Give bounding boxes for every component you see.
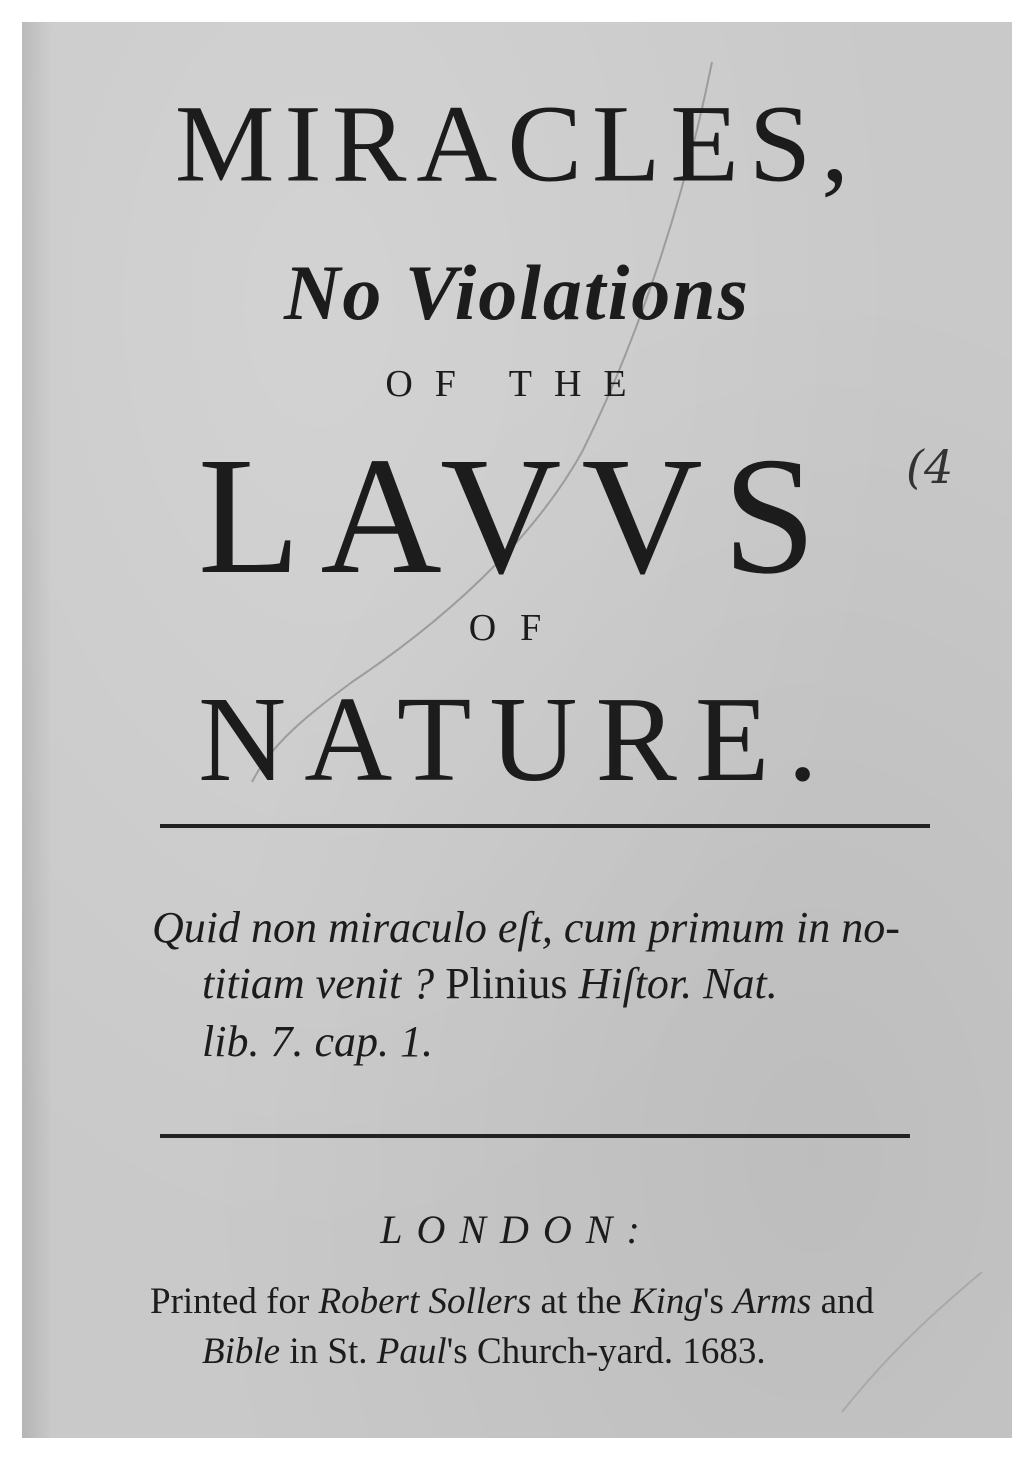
imprint-sign: Arms [733, 1281, 812, 1322]
epigraph-line-1: Quid non miraculo eſt, cum primum in no- [152, 903, 900, 952]
imprint-printer: Robert Sollers [318, 1281, 532, 1322]
imprint-text: in St. [280, 1331, 377, 1372]
imprint-city: LONDON: [380, 1207, 654, 1252]
imprint-text: 's Church-yard. 1683. [446, 1331, 766, 1372]
imprint-sign: King [630, 1281, 703, 1322]
epigraph-line-3: lib. 7. cap. 1. [202, 1017, 433, 1066]
epigraph-author: Plinius [445, 959, 579, 1008]
imprint-text: and [811, 1281, 875, 1322]
title-of-the: OF THE [385, 363, 649, 405]
imprint-text: 's [702, 1281, 734, 1322]
title-no-violations: No Violations [284, 249, 750, 336]
title-nature: NATURE. [198, 672, 836, 807]
imprint-text: at the [531, 1281, 631, 1322]
imprint-place: Paul [376, 1331, 447, 1372]
imprint-line-1 [150, 1280, 874, 1323]
title-of: OF [468, 607, 566, 649]
divider-rule-top [160, 824, 930, 828]
handwritten-annotation: (4 [906, 440, 954, 494]
divider-rule-bottom [160, 1134, 910, 1138]
epigraph-work: Hiſtor. Nat. [578, 959, 778, 1008]
title-lawes: LAVVS [197, 423, 837, 609]
imprint-line-2 [202, 1330, 766, 1373]
epigraph-line-2 [202, 958, 778, 1009]
epigraph-line-2-latin: titiam venit ? [202, 959, 446, 1008]
imprint-text: Printed for [150, 1281, 319, 1322]
title-miracles: MIRACLES, [174, 83, 860, 205]
title-page [22, 22, 1012, 1438]
imprint-sign: Bible [202, 1331, 281, 1372]
